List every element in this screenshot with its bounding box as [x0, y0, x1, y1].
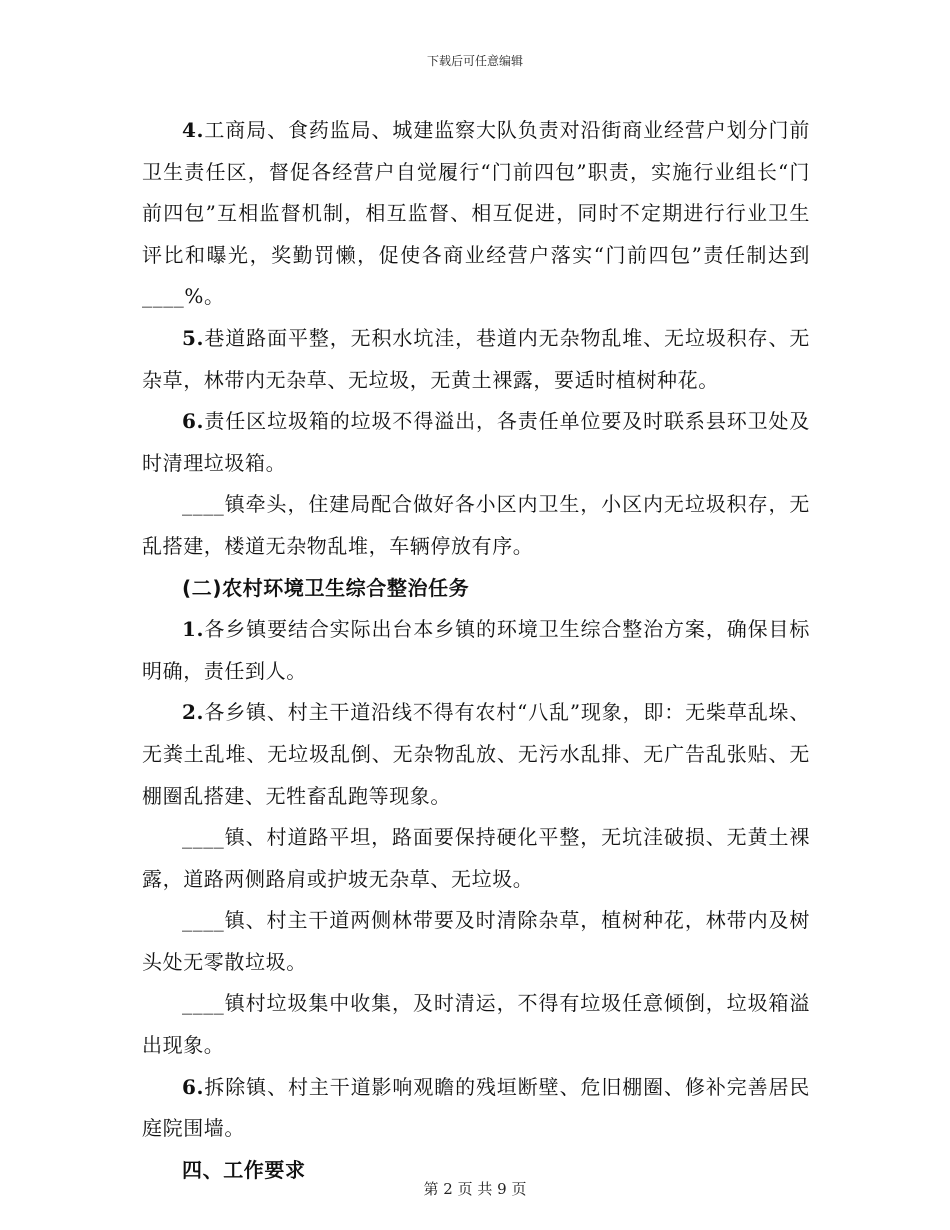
paragraph-text: 工商局、食药监局、城建监察大队负责对沿街商业经营户划分门前卫生责任区，督促各经营户自觉履行“门前四包”职责，实施行业组长“门前四包”互相监督机制，相互监督、相互促进，同时不定期进行行业卫生评比和曝光，奖勤罚懒，促使各商业经营户落实“门前四包”责任制达到____%。 [142, 118, 810, 309]
paragraph-text: 拆除镇、村主干道影响观瞻的残垣断壁、危旧棚圈、修补完善居民庭院围墙。 [142, 1074, 810, 1141]
paragraph-roads [142, 817, 810, 900]
section-heading-rural: (二)农村环境卫生综合整治任务 [182, 575, 470, 600]
paragraph-text: 巷道路面平整，无积水坑洼，巷道内无杂物乱堆、无垃圾积存、无杂草，林带内无杂草、无垃圾，无黄土裸露，要适时植树种花。 [142, 325, 810, 392]
paragraph-garbage [142, 983, 810, 1066]
paragraph-text: 各乡镇、村主干道沿线不得有农村“八乱”现象，即：无柴草乱垛、无粪土乱堆、无垃圾乱倒、无杂物乱放、无污水乱排、无广告乱张贴、无棚圈乱搭建、无牲畜乱跑等现象。 [142, 700, 810, 808]
item-number: 6. [182, 409, 205, 434]
item-number: 5. [182, 325, 205, 350]
document-body [142, 110, 810, 1191]
page-number: 第 2 页 共 9 页 [423, 1180, 527, 1198]
paragraph-text: ____镇、村主干道两侧林带要及时清除杂草，植树种花，林带内及树头处无零散垃圾。 [142, 908, 810, 974]
paragraph-text: 责任区垃圾箱的垃圾不得溢出，各责任单位要及时联系县环卫处及时清理垃圾箱。 [142, 409, 810, 475]
paragraph-item-4 [142, 110, 810, 318]
paragraph-text: ____镇村垃圾集中收集，及时清运，不得有垃圾任意倾倒，垃圾箱溢出现象。 [142, 991, 810, 1058]
paragraph-item-6 [142, 401, 810, 484]
item-number: 2. [182, 700, 205, 725]
paragraph-text: ____镇牵头，住建局配合做好各小区内卫生，小区内无垃圾积存，无乱搭建，楼道无杂物乱堆，车辆停放有序。 [142, 492, 810, 558]
paragraph-greenbelt [142, 900, 810, 983]
paragraph-item-5 [142, 318, 810, 401]
paragraph-text: 各乡镇要结合实际出台本乡镇的环境卫生综合整治方案，确保目标明确，责任到人。 [142, 617, 810, 683]
paragraph-community [142, 484, 810, 567]
item-number: 1. [182, 617, 205, 642]
section-heading-requirements: 四、工作要求 [182, 1157, 306, 1182]
paragraph-rural-2 [142, 692, 810, 817]
item-number: 4. [182, 118, 205, 142]
paragraph-text: ____镇、村道路平坦，路面要保持硬化平整，无坑洼破损、无黄土裸露，道路两侧路肩或护坡无杂草、无垃圾。 [142, 825, 810, 891]
item-number: 6. [182, 1074, 205, 1099]
page-header-note: 下载后可任意编辑 [426, 54, 523, 68]
paragraph-rural-1 [142, 609, 810, 692]
paragraph-rural-6 [142, 1067, 810, 1150]
